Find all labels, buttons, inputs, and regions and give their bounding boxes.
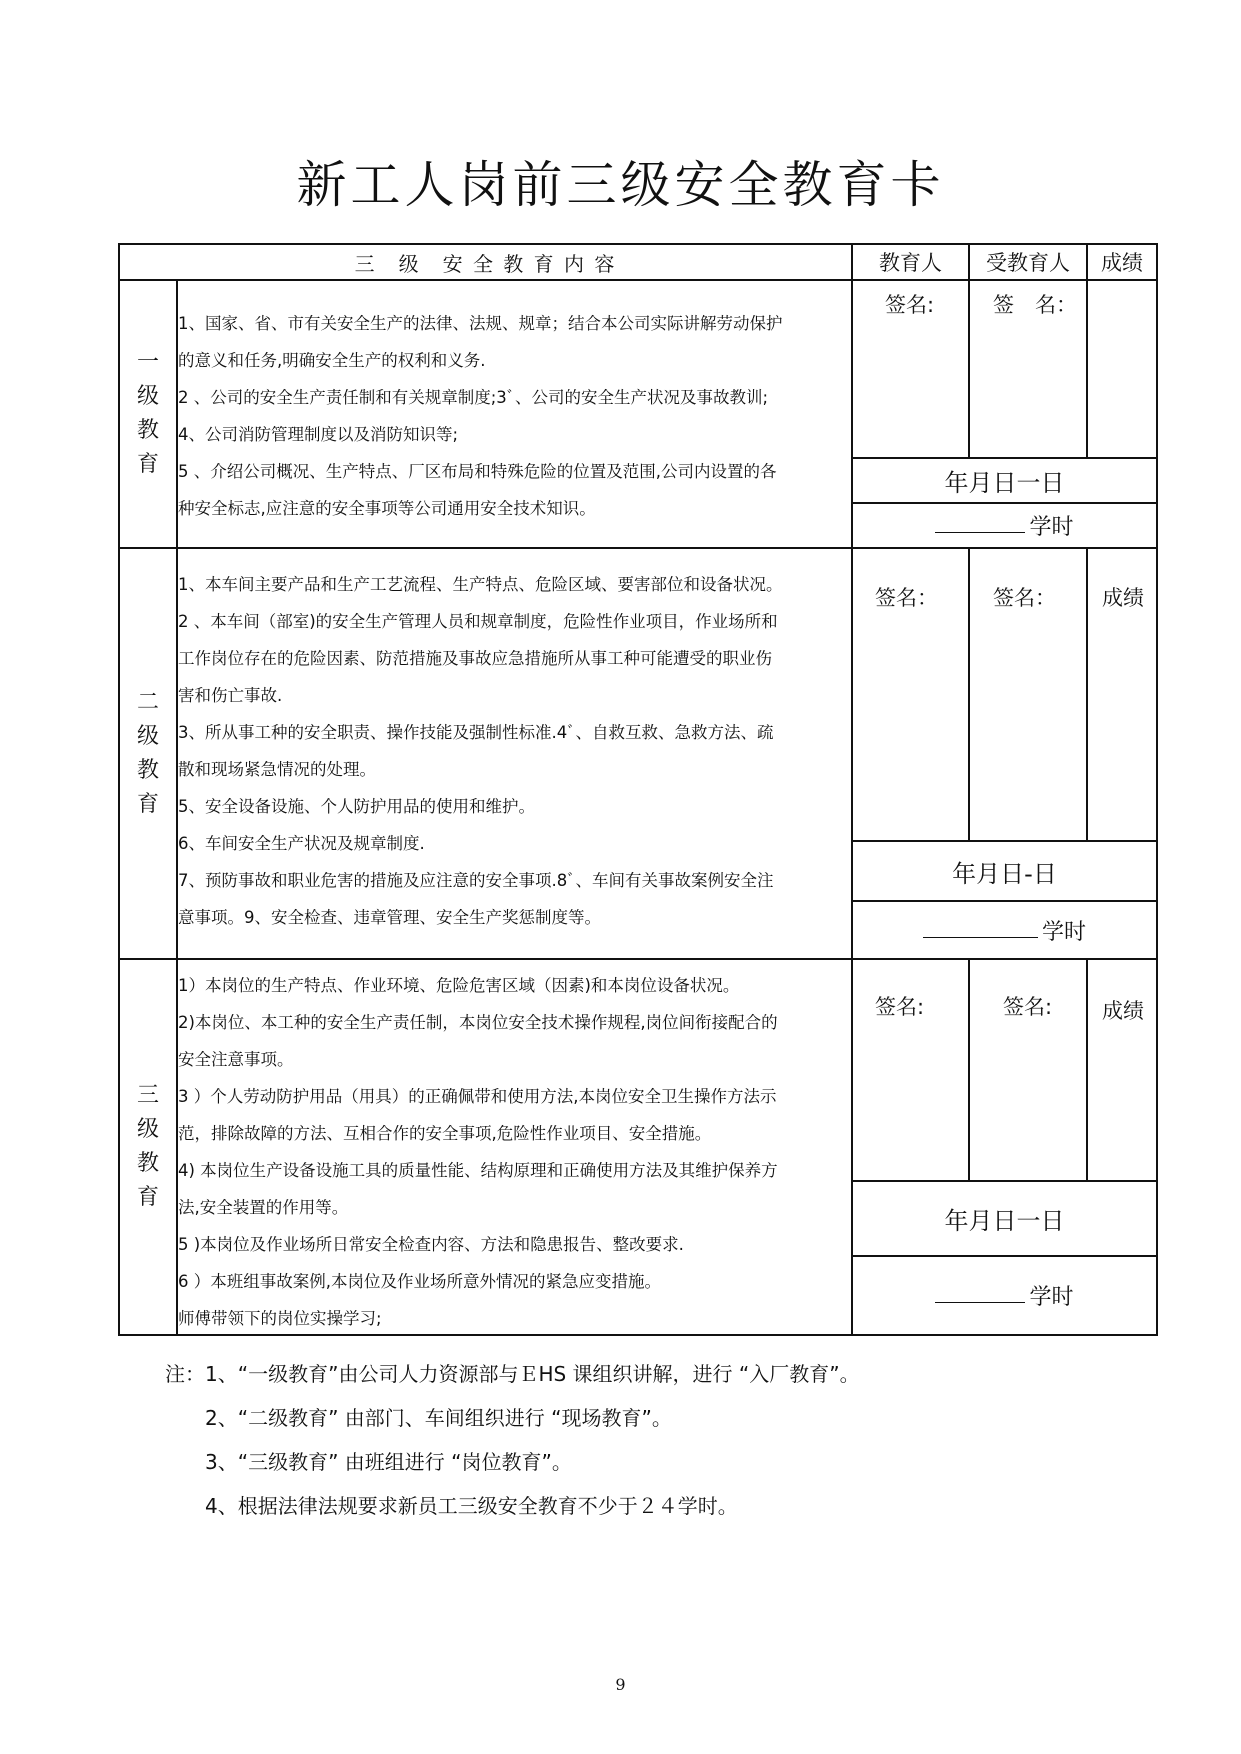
level-3-educator-sign: 签名: [875, 995, 925, 1019]
level-1-name: 一 级 教 育 [136, 350, 159, 477]
level-1-hours: 学时 [853, 504, 1156, 547]
level-3-hours: 学时 [853, 1257, 1156, 1334]
level-2-trainee-sign: 签名： [993, 586, 1056, 610]
level-1-date: 年月日一日 [944, 469, 1065, 497]
page-title: 新工人岗前三级安全教育卡 [296, 156, 945, 214]
level-2-educator-sign: 签名： [875, 586, 938, 610]
header-content: 三 级 安 全 教 育 内 容 [354, 251, 617, 276]
level-2-hours: 学时 [853, 902, 1156, 958]
notes [165, 1352, 860, 1528]
level-2-date: 年月日-日 [952, 859, 1057, 888]
header-trainee: 受教育人 [986, 251, 1070, 275]
note-2: 2、“二级教育” 由部门、车间组织进行 “现场教育”。 [165, 1406, 672, 1430]
note-4: 4、根据法律法规要求新员工三级安全教育不少于２４学时。 [165, 1494, 738, 1518]
level-1-educator-sign: 签名: [885, 293, 935, 317]
level-2-content: 1、本车间主要产品和生产工艺流程、生产特点、危险区域、要害部位和设备状况。 2 、本车间（部室)的安全生产管理人员和规章制度，危险性作业项目，作业场所和 工作岗位存在的危险因素、防范措施及事故应急措施所从事工种可能遭受的职业伤 害和伤亡事故. 3、所从事工种的安全职责、操作技能及强制性标准.4ﾞ、自救互救、急救方法、疏 散和现场紧急情况的处理。 5、安全设备设施、个人防护用品的使用和维护。 6、车间安全生产状况及规章制度. 7、预防事故和职业危害的措施及应注意的安全事项.8ﾞ、车间有关事故案例安全注 意事项。9、安全检查、违章管理、安全生产奖惩制度等。 [178, 575, 783, 927]
note-1: 注：1、“一级教育”由公司人力资源部与ＥHS 课组织讲解，进行 “入厂教育”。 [165, 1362, 860, 1386]
level-2-score: 成绩 [1102, 586, 1144, 610]
level-3-name: 三 级 教 育 [136, 1083, 159, 1210]
header-educator: 教育人 [879, 251, 942, 275]
education-card-table [118, 243, 1158, 1336]
level-3-score: 成绩 [1102, 999, 1144, 1023]
level-1-hours-blank [935, 518, 1025, 533]
level-2-hours-blank [923, 923, 1038, 938]
page-number: 9 [615, 1675, 626, 1694]
level-1-trainee-sign: 签 名： [993, 293, 1077, 317]
level-2-name: 二 级 教 育 [136, 689, 159, 817]
level-1-content: 1、国家、省、市有关安全生产的法律、法规、规章；结合本公司实际讲解劳动保护 的意义和任务,明确安全生产的权利和义务. 2 、公司的安全生产责任制和有关规章制度;3ﾞ、公司的安全生产状况及事故教训; 4、公司消防管理制度以及消防知识等; 5 、介绍公司概况、生产特点、厂区布局和特殊危险的位置及范围,公司内设置的各 种安全标志,应注意的安全事项等公司通用安全技术知识。 [178, 314, 783, 518]
header-score: 成绩 [1101, 251, 1143, 275]
note-3: 3、“三级教育” 由班组进行 “岗位教育”。 [165, 1450, 572, 1474]
level-3-content: 1）本岗位的生产特点、作业环境、危险危害区域（因素)和本岗位设备状况。 2)本岗位、本工种的安全生产责任制，本岗位安全技术操作规程,岗位间衔接配合的 安全注意事项。 3 ）个人劳动防护用品（用具）的正确佩带和使用方法,本岗位安全卫生操作方法示 范，排除故障的方法、互相合作的安全事项,危险性作业项目、安全措施。 4) 本岗位生产设备设施工具的质量性能、结构原理和正确使用方法及其维护保养方 法,安全装置的作用等。 5 )本岗位及作业场所日常安全检查内容、方法和隐患报告、整改要求. 6 ）本班组事故案例,本岗位及作业场所意外情况的紧急应变措施。 师傅带领下的岗位实操学习; [178, 976, 778, 1328]
level-3-hours-blank [935, 1288, 1025, 1303]
level-3-trainee-sign: 签名: [1003, 995, 1053, 1019]
level-3-date: 年月日一日 [944, 1207, 1065, 1235]
